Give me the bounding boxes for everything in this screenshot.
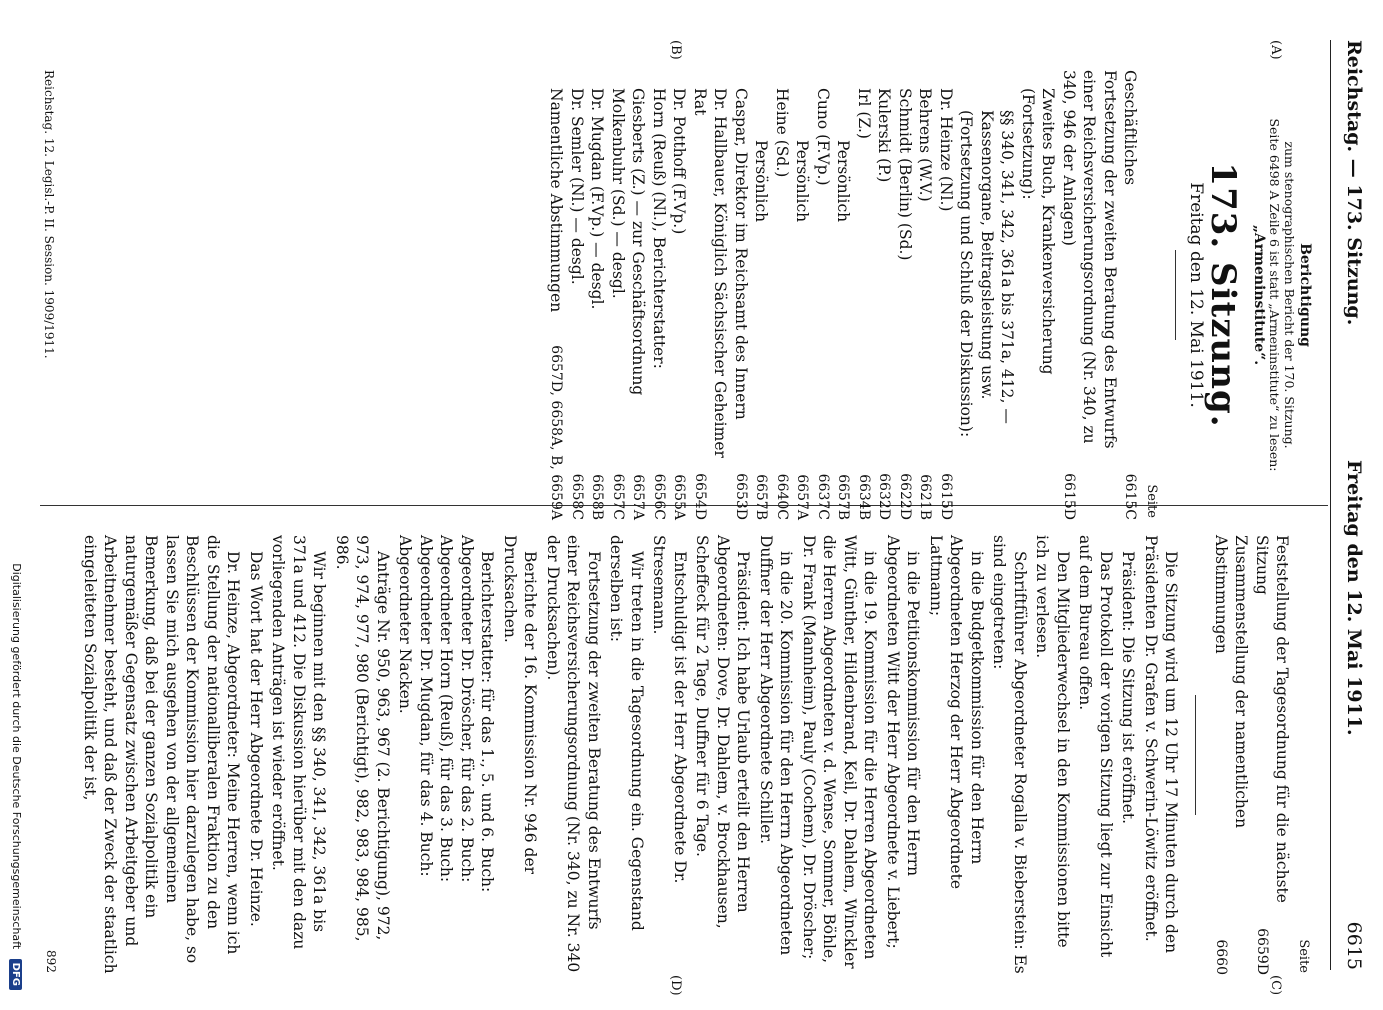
speaker-entry [772, 70, 793, 520]
proceedings-paragraph: Anträge Nr. 950, 963, 967 (2. Berichtigung), 972, 973, 974, 977, 980 (Berichtigt), 982, 983, 984, 985, 986. [333, 535, 392, 942]
proceedings-paragraph: in die 19. Kommission für die Herren Abgeordneten Witt, Günther, Hildenbrand, Keil, Dr. Dahlem, Winckler die Herren Abgeordneten v. d. Wense, Sommer, Böhle, Dr. Frank (Mannheim), Pauly (Cochem), Dr. Dröscher; [800, 535, 880, 969]
speaker-entry [936, 70, 957, 520]
speaker-page: 6658C [569, 473, 585, 520]
header-rule [1330, 40, 1331, 970]
speaker-name: Dr. Semler (Nl.) — desgl. [568, 88, 586, 285]
speaker-name: Dr. Heinze (Nl.) [937, 88, 955, 212]
speaker-name: Schmidt (Berlin) (Sd.) [896, 88, 914, 261]
speaker-name: Namentliche Abstimmungen [547, 88, 566, 313]
speaker-page: 6637C [815, 473, 831, 520]
speaker-name: Heine (Sd.) [773, 88, 791, 178]
footer-text: Reichstag. 12. Legisl.-P. II. Session. 1909/1911. [42, 70, 56, 359]
proceedings-text [80, 535, 1182, 975]
footer-signature: 892 [44, 950, 58, 973]
speaker-name: Persönlich [834, 140, 853, 223]
speaker-name: Horn (Reuß) (Nl.), Berichterstatter: [650, 88, 668, 369]
speaker-entry [669, 70, 690, 520]
session-date: Freitag den 12. Mai 1911. [1186, 182, 1207, 408]
proceedings-paragraph: Die Sitzung wird um 12 Uhr 17 Minuten durch den Präsidenten Dr. Grafen v. Schwerin-Löwitz eröffnet. [1142, 535, 1181, 954]
dfg-credit [9, 30, 23, 990]
toc-entry-page: 6615D [1061, 473, 1077, 520]
toc-entry [1252, 535, 1293, 975]
speaker-page: 6640C [774, 473, 790, 520]
speaker-entry [608, 70, 629, 520]
toc-seite-label-right: Seite [1296, 939, 1311, 973]
margin-mark-c: (C) [1268, 975, 1283, 996]
page-footer [42, 70, 58, 973]
speaker-entry [895, 70, 916, 520]
speaker-name: Giesberts (Z.) — zur Geschäftsordnung [629, 88, 648, 396]
toc-entry-text: Zweites Buch, Krankenversicherung (Fortsetzung): [1019, 88, 1058, 375]
speaker-page: 6655A [671, 474, 688, 520]
speaker-name: Cuno (F.Vp.) [814, 88, 832, 186]
speaker-name: Behrens (W.V.) [916, 88, 935, 202]
proceedings-paragraph: Wir treten in die Tagesordnung ein. Gegenstand derselben ist: [607, 535, 646, 931]
margin-mark-d: (D) [668, 975, 683, 996]
speaker-entry [546, 70, 567, 520]
speaker-page: 6657A [630, 474, 647, 520]
speaker-page: 6657B [753, 474, 770, 520]
proceedings-paragraph: Berichte der 16. Kommission Nr. 946 der Drucksachen. [501, 535, 540, 875]
speaker-page: 6657C [610, 473, 626, 520]
margin-mark-b: (B) [668, 40, 683, 60]
proceedings-paragraph: Den Mitgliederwechsel in den Kommissionen bitte ich zu verlesen. [1033, 535, 1072, 948]
berichtigung-block [1251, 70, 1313, 520]
toc-entry-text: Geschäftliches [1121, 70, 1140, 186]
speaker-name: Dr. Potthoff (F.Vp.) [670, 88, 689, 235]
speaker-page: 6653D [733, 473, 749, 520]
toc-entry-page: 6615C [1122, 473, 1139, 520]
speaker-page: 6615D [938, 473, 954, 520]
proceedings-paragraph: Präsident: Ich habe Urlaub erteilt den Herren Abgeordneten: Dove, Dr. Dahlem, v. Brockhausen, Scheffeck für 2 Tage, Duffner für 6 Tage. [693, 535, 753, 929]
speaker-entry [915, 70, 936, 520]
toc-entry [1211, 535, 1252, 975]
speaker-name: Persönlich [793, 140, 812, 223]
title-rule [1175, 250, 1176, 340]
speaker-name: Kulerski (P.) [875, 88, 894, 183]
speaker-page: 6656C [651, 473, 667, 520]
speaker-entry [792, 70, 813, 520]
dfg-logo: DFG [9, 959, 22, 990]
session-title: 173. Sitzung. [1203, 162, 1243, 428]
speaker-name: Dr. Mugdan (F.Vp.) — desgl. [588, 88, 607, 310]
section-rule [1196, 695, 1197, 815]
toc-seite-label: Seite [1144, 484, 1159, 518]
toc-entry [1059, 70, 1121, 520]
berichtigung-line3: „Armeninstitute“. [1251, 224, 1267, 366]
speaker-entry [813, 70, 834, 520]
speaker-entry [567, 70, 588, 520]
speaker-name: Caspar, Direktor im Reichsamt des Innern [732, 88, 750, 420]
toc-entry-text: Fortsetzung der zweiten Beratung des Entwurfs einer Reichsversicherungsordnung (Nr. 340, zu 340, 946 der Anlagen) [1060, 70, 1119, 449]
proceedings-paragraph: Das Protokoll der vorigen Sitzung liegt zur Einsicht auf dem Bureau offen. [1076, 535, 1115, 958]
speaker-entry [587, 70, 608, 520]
page-number: 6615 [1343, 921, 1365, 970]
header-date: Freitag den 12. Mai 1911. [1343, 460, 1365, 736]
speaker-page: 6654D [692, 473, 708, 520]
proceedings-paragraph: Entschuldigt ist der Herr Abgeordnete Dr. Stresemann. [650, 535, 689, 884]
proceedings-paragraph: in die Budgetkommission für den Herrn Abgeordneten Herzog der Herr Abgeordnete Lattmann; [927, 535, 986, 890]
speaker-page: 6632D [876, 473, 893, 520]
speaker-name: Persönlich [752, 140, 771, 223]
toc-entry-page: 6659D [1254, 928, 1270, 975]
header-left: Reichstag. — 173. Sitzung. [1343, 40, 1365, 326]
right-column [78, 535, 1314, 975]
speaker-page: 6657A [794, 474, 811, 520]
speaker-page: 6657D, 6658A, B, 6659A [548, 345, 565, 520]
speaker-page: 6658B [589, 474, 606, 520]
proceedings-paragraph: Dr. Heinze, Abgeordneter: Meine Herren, wenn ich die Stellung der nationalliberalen Fraktion zu den Beschlüssen der Kommission hier darzulegen habe, so lassen Sie mich ausgehen von der allgemeinen Bemerkung, daß bei der ganzen Sozialpolitik ein naturgemäßer Gegensatz zwischen Arbeitgeber und Arbeitnehmer besteht, und daß der Zweck der staatlich eingeleiteten Sozialpolitik der ist, [81, 535, 243, 974]
toc-entry-page: 6660 [1213, 939, 1229, 975]
toc-entry [1018, 70, 1059, 520]
speaker-entry [690, 70, 731, 520]
toc-entry [956, 70, 1018, 520]
berichtigung-line1: zum stenographischen Bericht der 170. Sitzung. [1282, 141, 1297, 449]
speaker-entry [854, 70, 875, 520]
speaker-page: 6621B [917, 474, 934, 520]
speaker-entry [628, 70, 649, 520]
toc-entry [1120, 70, 1141, 520]
toc-entry-text: Zusammenstellung der namentlichen Abstimmungen [1212, 535, 1251, 829]
proceedings-paragraph: Präsident: Die Sitzung ist eröffnet. [1119, 551, 1138, 825]
proceedings-paragraph: in die 20. Kommission für den Herrn Abgeordneten Duffner der Herr Abgeordnete Schiller. [757, 535, 796, 956]
credit-text: Digitalisierung gefördert durch die Deutsche Forschungsgemeinschaft [10, 563, 23, 950]
proceedings-paragraph: in die Petitionskommission für den Herrn Abgeordneten Witt der Herr Abgeordnete v. Liebert; [884, 535, 923, 949]
speaker-list [546, 70, 956, 520]
toc-entry-text: §§ 340, 341, 342, 361a bis 371a, 412, — Kassenorgane, Beitragsleistung usw. (Fortsetzung und Schluß der Diskussion): [957, 110, 1017, 438]
speaker-name: Molkenbuhr (Sd.) — desgl. [609, 88, 627, 299]
page-header [1335, 40, 1365, 970]
proceedings-paragraph: Schriftführer Abgeordneter Rogalla v. Bieberstein: Es sind eingetreten: [990, 535, 1029, 974]
toc-entry-text: Feststellung der Tagesordnung für die nächste Sitzung [1253, 535, 1292, 903]
speaker-entry [874, 70, 895, 520]
speaker-entry [751, 70, 772, 520]
speaker-entry [731, 70, 752, 520]
speaker-page: 6634B [856, 474, 872, 520]
proceedings-paragraph: Fortsetzung der zweiten Beratung des Entwurfs einer Reichsversicherungsordnung (Nr. 340, zu Nr. 340 der Drucksachen). [544, 535, 603, 973]
margin-mark-a: (A) [1268, 40, 1283, 60]
speaker-entry [833, 70, 854, 520]
speaker-page: 6657B [835, 474, 852, 520]
berichtigung-title: Berichtigung [1297, 243, 1313, 347]
left-column [546, 70, 1313, 520]
proceedings-paragraph: Das Wort hat der Herr Abgeordnete Dr. Heinze. [247, 551, 265, 927]
proceedings-paragraph: Wir beginnen mit den §§ 340, 341, 342, 361a bis 371a und 412. Die Diskussion hierüber mit den dazu vorliegenden Anträgen ist wieder eröffnet. [269, 535, 329, 950]
speaker-name: Irl (Z.) [855, 88, 873, 139]
speaker-name: Dr. Hallbauer, Königlich Sächsischer Geheimer Rat [691, 88, 730, 458]
speaker-entry [649, 70, 670, 520]
berichtigung-line2: Seite 6498 A Zeile 6 ist statt „Armeninstitute“ zu lesen: [1267, 118, 1282, 472]
proceedings-paragraph: Berichterstatter: für das 1., 5. und 6. Buch: Abgeordneter Dr. Dröscher, für das 2. Buch: Abgeordneter Horn (Reuß), für das 3. Buch: Abgeordneter Dr. Mugdan, für das 4. Buch: Abgeordneter Nacken. [396, 535, 497, 893]
speaker-page: 6622D [897, 473, 913, 520]
